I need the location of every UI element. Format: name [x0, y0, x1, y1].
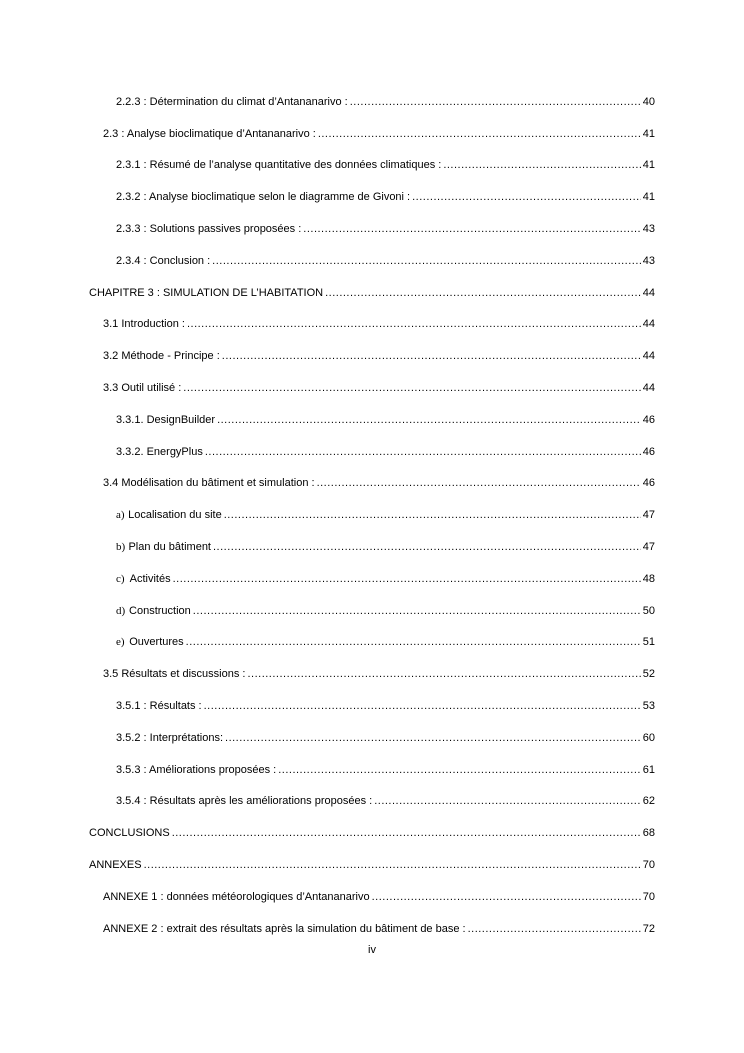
toc-entry-page-number: 44 — [642, 286, 655, 299]
table-of-contents — [0, 86, 744, 945]
toc-entry-page-number: 61 — [642, 763, 655, 776]
dot-leader — [468, 922, 641, 936]
toc-entry-row — [116, 699, 655, 713]
toc-entry-row — [103, 317, 655, 331]
toc-entry-row — [116, 95, 655, 109]
toc-entry[interactable] — [0, 817, 744, 849]
toc-entry[interactable] — [0, 86, 744, 118]
dot-leader — [225, 731, 641, 745]
dot-leader — [372, 890, 641, 904]
toc-entry-title: 3.5 Résultats et discussions : — [103, 668, 246, 681]
dot-leader — [247, 667, 640, 681]
toc-entry-marker: a) — [116, 509, 125, 522]
toc-entry-page-number: 43 — [642, 254, 655, 267]
toc-entry-title: 2.3.2 : Analyse bioclimatique selon le diagramme de Givoni : — [116, 191, 411, 204]
dot-leader — [374, 794, 641, 808]
toc-entry-title: Activités — [129, 572, 171, 585]
toc-entry-row — [116, 763, 655, 777]
toc-entry-page-number: 72 — [642, 922, 655, 935]
toc-entry-page-number: 70 — [642, 859, 655, 872]
toc-entry-marker: c) — [116, 572, 125, 585]
toc-entry[interactable] — [0, 118, 744, 150]
toc-entry-page-number: 46 — [642, 413, 655, 426]
dot-leader — [144, 858, 641, 872]
toc-entry[interactable] — [0, 913, 744, 945]
dot-leader — [213, 540, 641, 554]
toc-entry-page-number: 47 — [642, 509, 655, 522]
toc-entry-title: 3.3.1. DesignBuilder — [116, 413, 216, 426]
toc-entry[interactable] — [0, 849, 744, 881]
toc-entry-marker: e) — [116, 636, 125, 649]
page-number: iv — [368, 944, 376, 956]
toc-entry-title: ANNEXE 1 : données météorologiques d’Antananarivo — [103, 890, 370, 903]
dot-leader — [303, 222, 640, 236]
toc-entry-title: 2.3.3 : Solutions passives proposées : — [116, 223, 302, 236]
toc-entry[interactable] — [0, 181, 744, 213]
dot-leader — [212, 254, 641, 268]
toc-entry[interactable] — [0, 245, 744, 277]
toc-entry-row — [103, 349, 655, 363]
toc-entry[interactable] — [0, 150, 744, 182]
toc-entry-page-number: 52 — [642, 668, 655, 681]
dot-leader — [217, 413, 641, 427]
toc-entry-row — [116, 190, 655, 204]
toc-entry-row — [116, 572, 655, 586]
dot-leader — [205, 445, 641, 459]
toc-entry-page-number: 46 — [642, 445, 655, 458]
toc-entry[interactable] — [0, 309, 744, 341]
toc-entry[interactable] — [0, 786, 744, 818]
toc-entry-title: 3.5.4 : Résultats après les améliorations proposées : — [116, 795, 373, 808]
dot-leader — [443, 158, 640, 172]
toc-entry[interactable] — [0, 277, 744, 309]
toc-entry-page-number: 46 — [642, 477, 655, 490]
toc-entry-page-number: 41 — [642, 127, 655, 140]
toc-entry[interactable] — [0, 658, 744, 690]
toc-entry[interactable] — [0, 340, 744, 372]
toc-entry-title: 2.3 : Analyse bioclimatique d’Antananarivo : — [103, 127, 316, 140]
toc-entry-page-number: 40 — [642, 95, 655, 108]
toc-entry-row — [103, 890, 655, 904]
dot-leader — [204, 699, 641, 713]
toc-entry-title: Plan du bâtiment — [128, 541, 211, 554]
toc-entry-title: CONCLUSIONS — [89, 827, 170, 840]
toc-entry-title: Ouvertures — [129, 636, 184, 649]
dot-leader — [325, 286, 641, 300]
toc-entry-row — [103, 667, 655, 681]
dot-leader — [222, 349, 641, 363]
toc-entry-title: 3.3 Outil utilisé : — [103, 382, 182, 395]
toc-entry-title: 3.3.2. EnergyPlus — [116, 445, 203, 458]
toc-entry[interactable] — [0, 436, 744, 468]
toc-entry-title: 3.2 Méthode - Principe : — [103, 350, 220, 363]
toc-entry-page-number: 48 — [642, 572, 655, 585]
toc-entry-page-number: 51 — [642, 636, 655, 649]
dot-leader — [318, 127, 641, 141]
toc-entry-title: 2.3.4 : Conclusion : — [116, 254, 211, 267]
toc-entry-title: CHAPITRE 3 : SIMULATION DE L’HABITATION — [89, 286, 324, 299]
toc-entry-title: 3.5.1 : Résultats : — [116, 700, 202, 713]
toc-entry-title: Construction — [129, 604, 191, 617]
toc-entry[interactable] — [0, 690, 744, 722]
dot-leader — [193, 604, 641, 618]
toc-entry-marker: d) — [116, 604, 126, 617]
toc-entry-page-number: 70 — [642, 890, 655, 903]
toc-entry-row — [116, 158, 655, 172]
dot-leader — [317, 476, 641, 490]
toc-entry-row — [89, 826, 655, 840]
toc-entry-page-number: 50 — [642, 604, 655, 617]
toc-entry-page-number: 60 — [642, 731, 655, 744]
toc-entry-page-number: 44 — [642, 318, 655, 331]
toc-entry-row — [89, 286, 655, 300]
dot-leader — [172, 826, 641, 840]
toc-entry[interactable] — [0, 213, 744, 245]
toc-entry[interactable] — [0, 531, 744, 563]
dot-leader — [187, 317, 641, 331]
toc-entry[interactable] — [0, 881, 744, 913]
toc-entry-page-number: 53 — [642, 700, 655, 713]
toc-entry-page-number: 41 — [642, 191, 655, 204]
toc-entry[interactable] — [0, 499, 744, 531]
toc-entry[interactable] — [0, 468, 744, 500]
toc-entry-page-number: 43 — [642, 223, 655, 236]
toc-entry[interactable] — [0, 722, 744, 754]
toc-entry-page-number: 62 — [642, 795, 655, 808]
toc-entry-row — [89, 858, 655, 872]
dot-leader — [183, 381, 640, 395]
toc-entry-row — [116, 604, 655, 618]
toc-entry-row — [116, 731, 655, 745]
toc-entry-row — [116, 635, 655, 649]
toc-entry-title: ANNEXES — [89, 859, 142, 872]
toc-entry-row — [103, 381, 655, 395]
toc-entry-title: ANNEXE 2 : extrait des résultats après la simulation du bâtiment de base : — [103, 922, 466, 935]
toc-entry-title: 2.2.3 : Détermination du climat d’Antananarivo : — [116, 95, 348, 108]
toc-entry-title: 3.1 Introduction : — [103, 318, 185, 331]
toc-entry-row — [103, 922, 655, 936]
toc-entry[interactable] — [0, 627, 744, 659]
toc-entry-title: 3.5.2 : Interprétations: — [116, 731, 224, 744]
dot-leader — [186, 635, 641, 649]
toc-entry-row — [103, 127, 655, 141]
toc-entry-title: Localisation du site — [128, 509, 222, 522]
dot-leader — [173, 572, 641, 586]
toc-entry-row — [116, 794, 655, 808]
toc-entry-page-number: 44 — [642, 350, 655, 363]
toc-entry-page-number: 41 — [642, 159, 655, 172]
toc-entry-title: 3.4 Modélisation du bâtiment et simulation : — [103, 477, 315, 490]
toc-entry-page-number: 68 — [642, 827, 655, 840]
toc-entry[interactable] — [0, 563, 744, 595]
toc-entry-title: 2.3.1 : Résumé de l’analyse quantitative des données climatiques : — [116, 159, 442, 172]
toc-entry[interactable] — [0, 754, 744, 786]
toc-entry-title: 3.5.3 : Améliorations proposées : — [116, 763, 277, 776]
dot-leader — [278, 763, 641, 777]
toc-entry-row — [116, 540, 655, 554]
toc-entry-marker: b) — [116, 541, 126, 554]
dot-leader — [350, 95, 641, 109]
toc-entry-row — [116, 508, 655, 522]
toc-entry-row — [116, 445, 655, 459]
toc-entry-row — [103, 476, 655, 490]
toc-entry[interactable] — [0, 404, 744, 436]
toc-entry[interactable] — [0, 595, 744, 627]
toc-entry-page-number: 44 — [642, 382, 655, 395]
toc-entry[interactable] — [0, 372, 744, 404]
dot-leader — [412, 190, 641, 204]
toc-entry-row — [116, 222, 655, 236]
dot-leader — [224, 508, 641, 522]
toc-entry-row — [116, 254, 655, 268]
toc-entry-page-number: 47 — [642, 541, 655, 554]
toc-entry-row — [116, 413, 655, 427]
